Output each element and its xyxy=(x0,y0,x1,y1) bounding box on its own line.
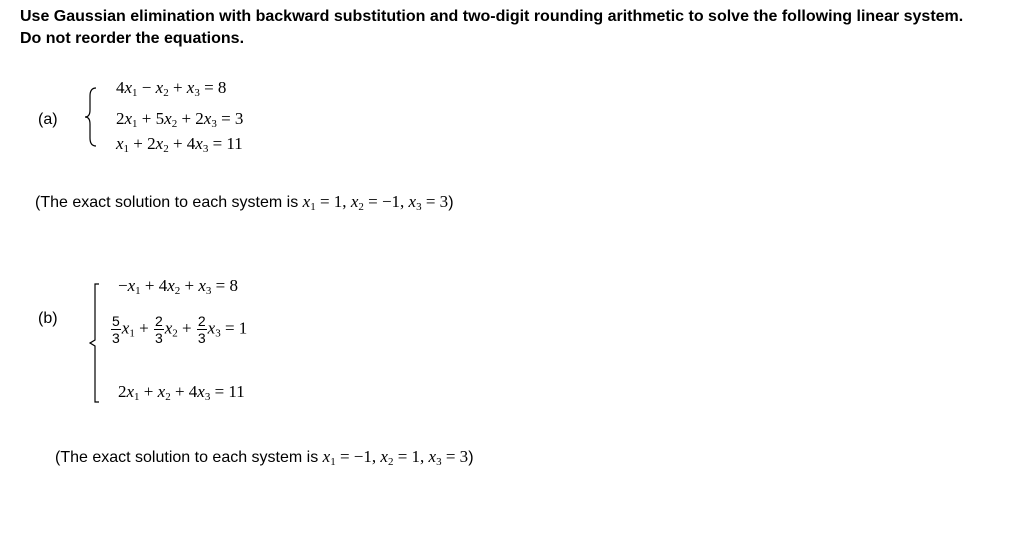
part-a-brace xyxy=(82,84,102,150)
equation-b3: $2x_1 + x_2 + 4x_3 = 11$ xyxy=(118,382,245,403)
equation-b1: $-x_1 + 4x_2 + x_3 = 8$ xyxy=(118,276,239,297)
equation-a1: $4x_1 - x_2 + x_3 = 8$ xyxy=(116,78,227,99)
equation-a2: $2x_1 + 5x_2 + 2x_3 = 3$ xyxy=(116,109,244,130)
part-a-label: (a) xyxy=(38,111,58,128)
fraction-two-thirds: $\frac{2}{3}$ xyxy=(154,313,163,346)
exact-solution-note-b: (The exact solution to each system is $x_1 = -1$, $x_2 = 1$, $x_3 = 3$) xyxy=(55,447,474,468)
problem-instructions: Use Gaussian elimination with backward substitution and two-digit rounding arithmetic to solve the following linear system. Do not reorder the equations. xyxy=(20,8,964,47)
equation-a3: $x_1 + 2x_2 + 4x_3 = 11$ xyxy=(116,134,243,155)
part-b-label: (b) xyxy=(38,310,58,327)
part-b-brace xyxy=(86,280,106,406)
equation-b2: $\frac{5}{3}$ $x_1$ + $\frac{2}{3}$ $x_2$ + $\frac{2}{3}$ $x_3 = 1$ xyxy=(112,313,248,346)
fraction-five-thirds: $\frac{5}{3}$ xyxy=(112,313,120,346)
fraction-two-thirds: $\frac{2}{3}$ xyxy=(197,313,206,346)
exact-solution-note-a: (The exact solution to each system is $x_1 = 1$, $x_2 = -1$, $x_3 = 3$) xyxy=(35,192,454,213)
